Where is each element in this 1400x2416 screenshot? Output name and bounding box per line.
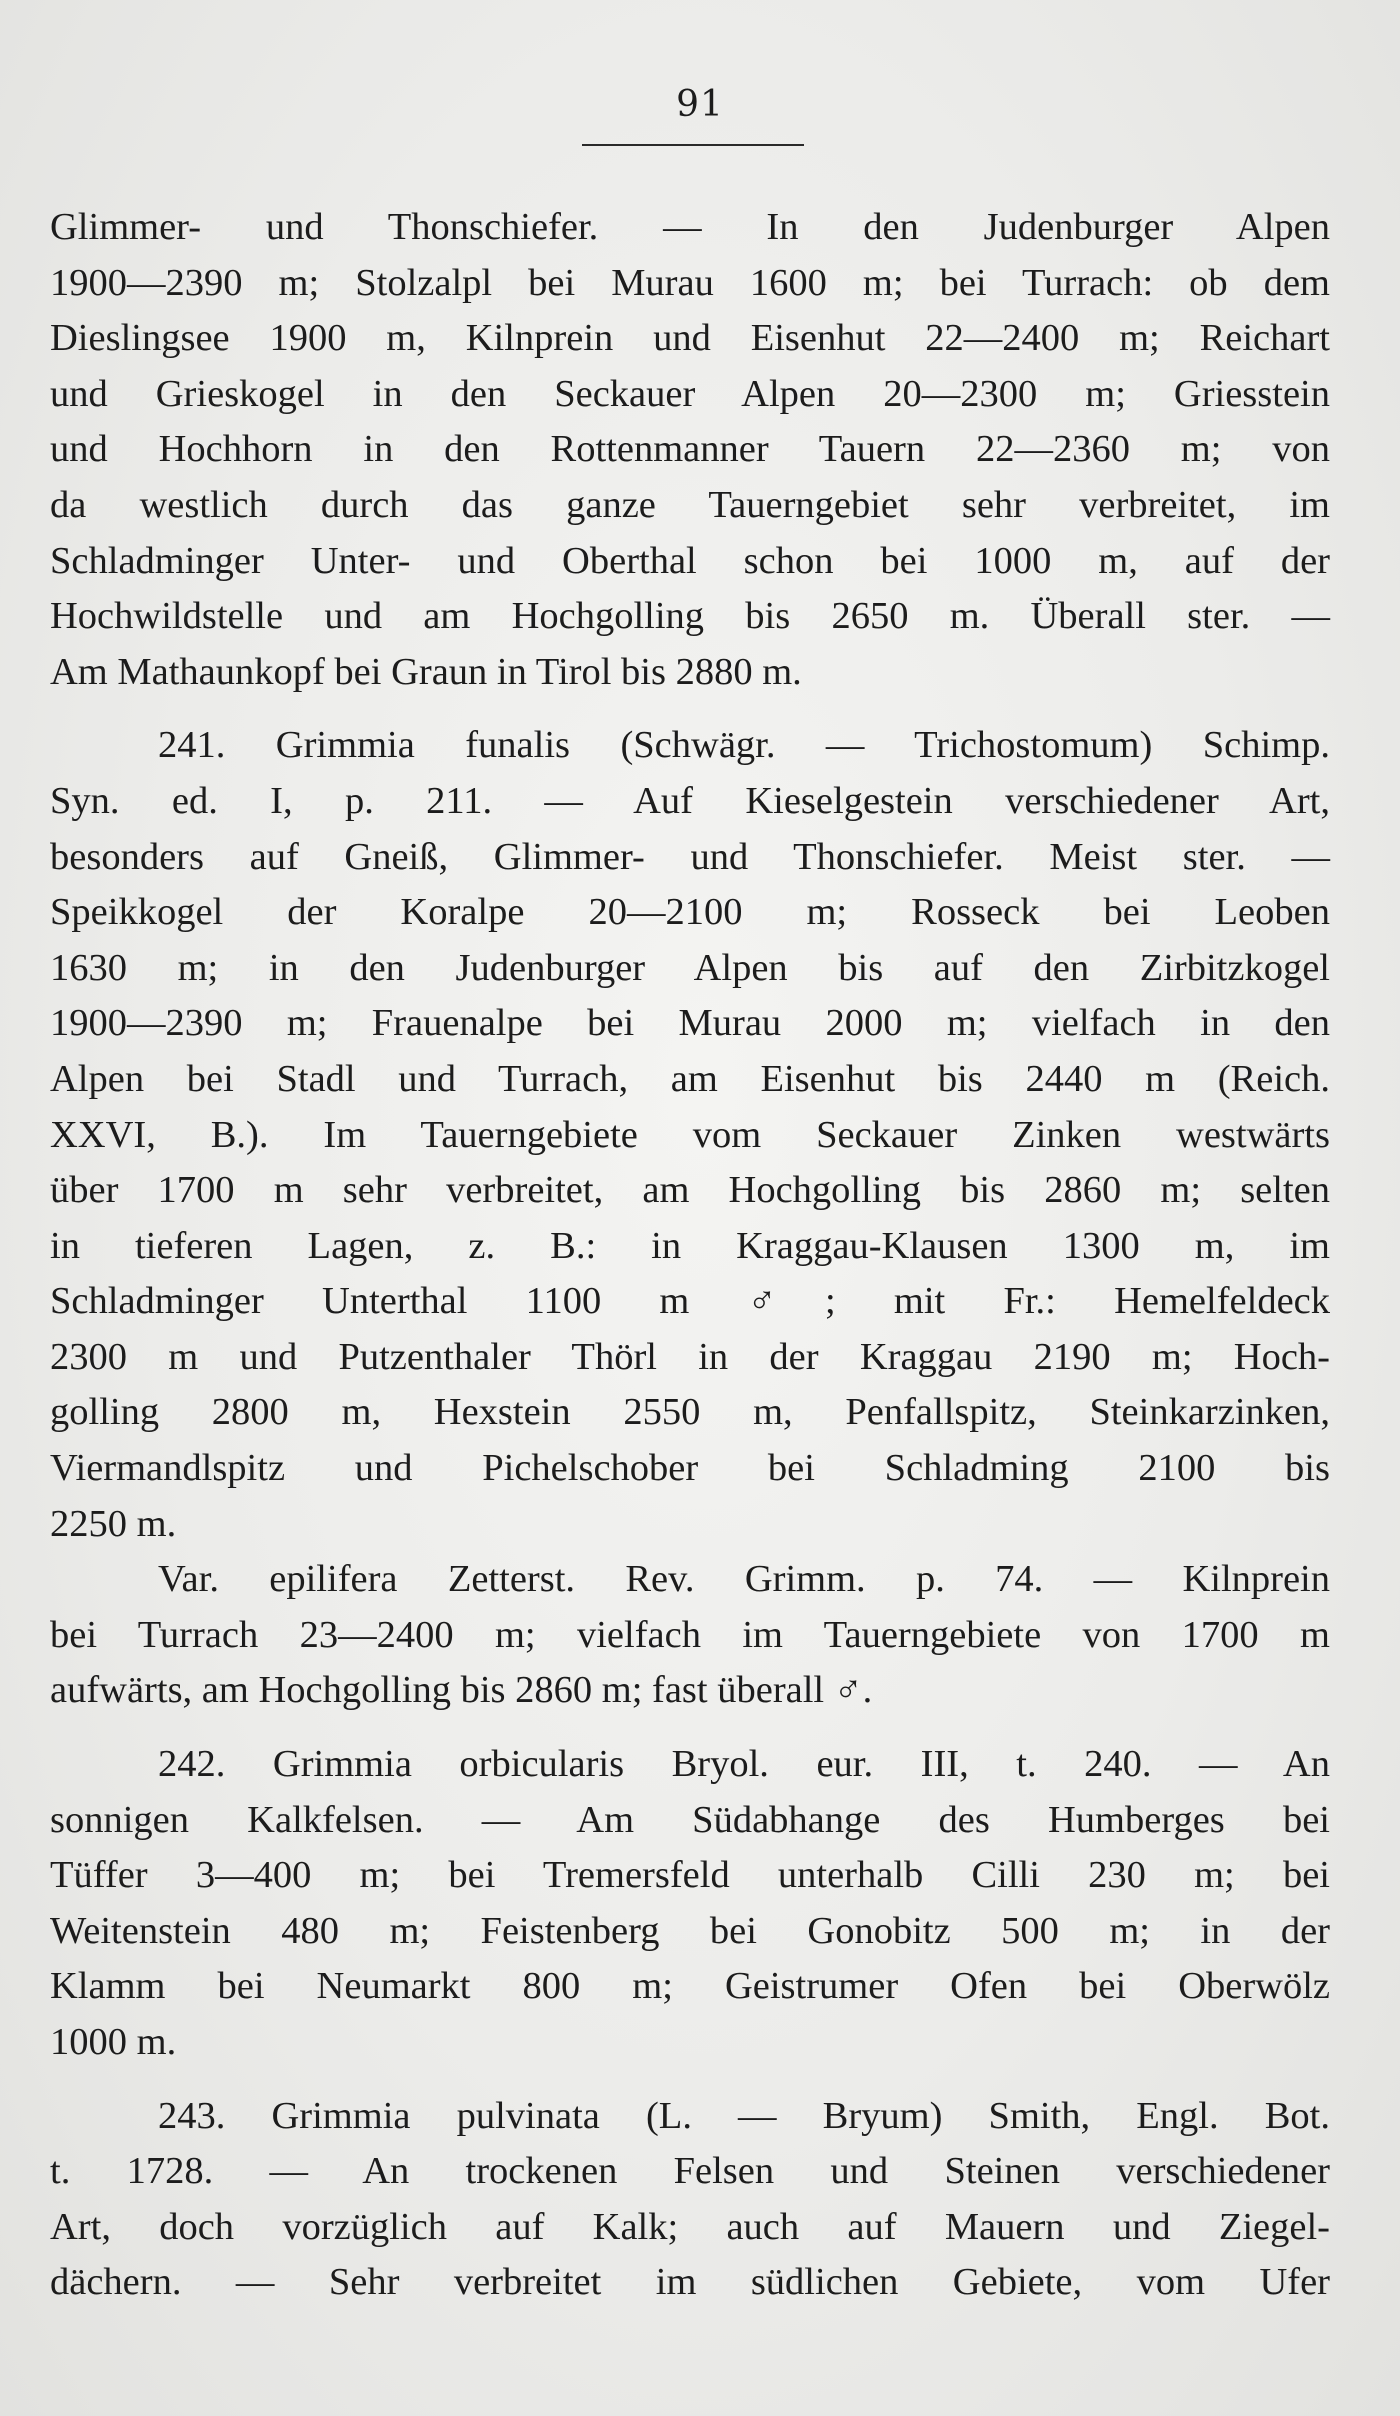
variety-epilifera-heading: Var. epilifera Zetterst. Rev. Grimm. p. 74. — Kilnprein xyxy=(158,1558,1330,1601)
text-line: 1900—2390 m; Stolzalpl bei Murau 1600 m; bei Turrach: ob dem xyxy=(50,261,1330,304)
text-line: Viermandlspitz und Pichelschober bei Schladming 2100 bis xyxy=(50,1447,1330,1490)
text-line: XXVI, B.). Im Tauerngebiete vom Seckauer Zinken westwärts xyxy=(50,1113,1330,1156)
entry-243-heading: 243. Grimmia pulvinata (L. — Bryum) Smith, Engl. Bot. xyxy=(158,2094,1330,2137)
text-line: Schladminger Unterthal 1100 m ♂; mit Fr.: Hemelfeldeck xyxy=(50,1280,1330,1323)
text-line: da westlich durch das ganze Tauerngebiet sehr verbreitet, im xyxy=(50,483,1330,526)
page-number: 91 xyxy=(676,84,724,125)
page-number-rule xyxy=(582,144,804,146)
text-line: t. 1728. — An trockenen Felsen und Steinen verschiedener xyxy=(50,2150,1330,2193)
text-line: 1630 m; in den Judenburger Alpen bis auf den Zirbitzkogel xyxy=(50,946,1330,989)
text-line: 1900—2390 m; Frauenalpe bei Murau 2000 m; vielfach in den xyxy=(50,1002,1330,1045)
text-line: dächern. — Sehr verbreitet im südlichen Gebiete, vom Ufer xyxy=(50,2261,1330,2304)
text-line: Hochwildstelle und am Hochgolling bis 2650 m. Überall ster. — xyxy=(50,595,1330,638)
body-text xyxy=(50,200,1330,2311)
text-line: Schladminger Unter- und Oberthal schon bei 1000 m, auf der xyxy=(50,539,1330,582)
text-line: besonders auf Gneiß, Glimmer- und Thonschiefer. Meist ster. — xyxy=(50,835,1330,878)
text-line: golling 2800 m, Hexstein 2550 m, Penfallspitz, Steinkarzinken, xyxy=(50,1391,1330,1434)
text-line: und Hochhorn in den Rottenmanner Tauern 22—2360 m; von xyxy=(50,428,1330,471)
text-line: über 1700 m sehr verbreitet, am Hochgolling bis 2860 m; selten xyxy=(50,1169,1330,1212)
text-line: Syn. ed. I, p. 211. — Auf Kieselgestein verschiedener Art, xyxy=(50,779,1330,822)
entry-241-heading: 241. Grimmia funalis (Schwägr. — Trichostomum) Schimp. xyxy=(158,724,1330,767)
paragraph-gap xyxy=(50,2071,1330,2089)
paragraph-gap xyxy=(50,700,1330,718)
text-line: 2250 m. xyxy=(50,1502,177,1545)
text-line: Dieslingsee 1900 m, Kilnprein und Eisenhut 22—2400 m; Reichart xyxy=(50,317,1330,360)
text-line: Art, doch vorzüglich auf Kalk; auch auf Mauern und Ziegel- xyxy=(50,2205,1330,2248)
text-line: und Grieskogel in den Seckauer Alpen 20—2300 m; Griesstein xyxy=(50,372,1330,415)
text-line: 1000 m. xyxy=(50,2021,177,2063)
text-line: Glimmer- und Thonschiefer. — In den Judenburger Alpen xyxy=(50,206,1330,248)
text-line: sonnigen Kalkfelsen. — Am Südabhange des Humberges bei xyxy=(50,1798,1330,1841)
text-line: Speikkogel der Koralpe 20—2100 m; Rosseck bei Leoben xyxy=(50,891,1330,934)
text-line: Weitenstein 480 m; Feistenberg bei Gonobitz 500 m; in der xyxy=(50,1909,1330,1952)
text-line: Klamm bei Neumarkt 800 m; Geistrumer Ofen bei Oberwölz xyxy=(50,1965,1330,2008)
text-line: bei Turrach 23—2400 m; vielfach im Tauerngebiete von 1700 m xyxy=(50,1613,1330,1656)
entry-242-heading: 242. Grimmia orbicularis Bryol. eur. III, t. 240. — An xyxy=(158,1743,1330,1786)
paragraph-gap xyxy=(50,1719,1330,1737)
text-line: Am Mathaunkopf bei Graun in Tirol bis 2880 m. xyxy=(50,650,802,693)
text-line: 2300 m und Putzenthaler Thörl in der Kraggau 2190 m; Hoch- xyxy=(50,1335,1330,1378)
text-line: in tieferen Lagen, z. B.: in Kraggau-Klausen 1300 m, im xyxy=(50,1224,1330,1267)
text-line: Alpen bei Stadl und Turrach, am Eisenhut bis 2440 m (Reich. xyxy=(50,1057,1330,1100)
text-line: Tüffer 3—400 m; bei Tremersfeld unterhalb Cilli 230 m; bei xyxy=(50,1854,1330,1897)
text-line: aufwärts, am Hochgolling bis 2860 m; fast überall ♂. xyxy=(50,1669,873,1712)
